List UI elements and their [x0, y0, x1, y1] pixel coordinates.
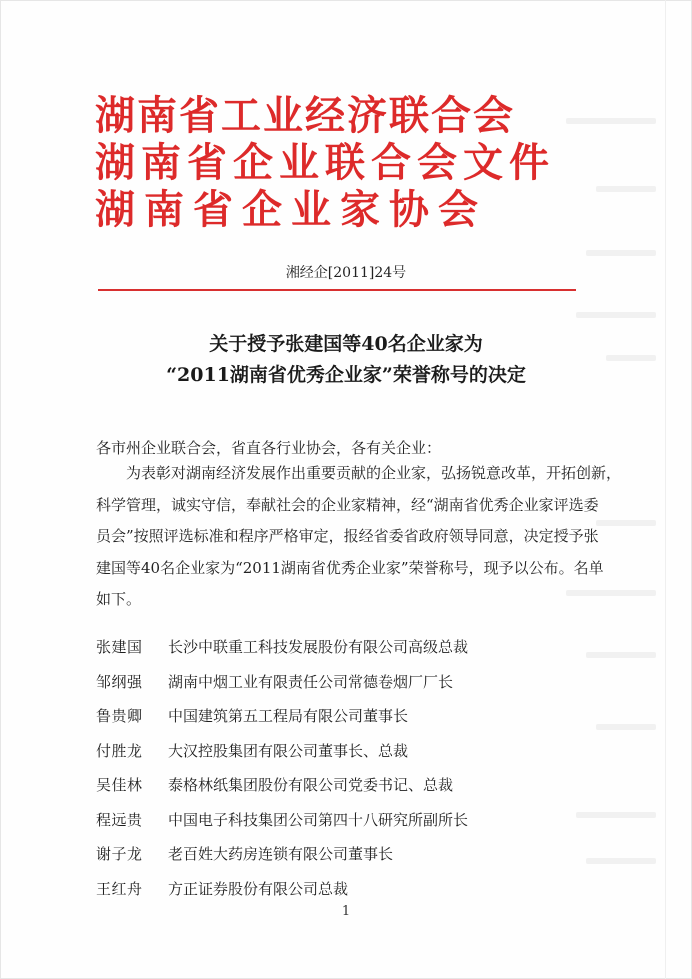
awardee-name: 邹纲强 [96, 672, 143, 691]
awardee-name: 付胜龙 [96, 741, 143, 760]
awardee-row [96, 630, 616, 665]
awardee-title: 中国电子科技集团公司第四十八研究所副所长 [168, 810, 469, 829]
awardee-name: 谢子龙 [96, 845, 143, 863]
paragraph-line: 科学管理，诚实守信，奉献社会的企业家精神，经“湖南省优秀企业家评选委 [96, 495, 599, 514]
awardee-name: 鲁贵卿 [96, 707, 143, 725]
letterhead-suffix: 文件 [463, 139, 555, 186]
awardee-title: 老百姓大药房连锁有限公司董事长 [168, 845, 394, 863]
awardee-list [96, 630, 616, 906]
awardee-name: 王红舟 [96, 879, 143, 898]
document-number: 湘经企[2011]24号 [285, 265, 407, 281]
bleed-through-mark [596, 186, 656, 192]
paragraph-line: 为表彰对湖南经济发展作出重要贡献的企业家，弘扬锐意改革，开拓创新， [126, 464, 622, 482]
bleed-through-mark [576, 312, 656, 318]
paragraph-line: 员会”按照评选标准和程序严格审定，报经省委省政府领导同意，决定授予张 [96, 527, 599, 545]
document-title-line-2: “2011湖南省优秀企业家”荣誉称号的决定 [166, 364, 526, 386]
letterhead-org-1: 湖南省工业经济联合会 [95, 92, 515, 139]
bleed-through-mark [586, 250, 656, 256]
letterhead [95, 92, 595, 233]
awardee-title: 泰格林纸集团股份有限公司党委书记、总裁 [168, 776, 454, 794]
awardee-row [96, 837, 616, 872]
awardee-row [96, 665, 616, 700]
body-paragraph [96, 458, 622, 616]
awardee-title: 中国建筑第五工程局有限公司董事长 [168, 707, 409, 725]
awardee-row [96, 699, 616, 734]
awardee-title: 湖南中烟工业有限责任公司常德卷烟厂厂长 [168, 672, 454, 691]
awardee-name: 吴佳林 [96, 776, 143, 794]
bleed-through-mark [596, 520, 656, 526]
salutation: 各市州企业联合会，省直各行业协会，各有关企业： [96, 439, 442, 457]
awardee-row [96, 803, 616, 838]
awardee-row [96, 768, 616, 803]
scan-edge [665, 0, 666, 979]
red-divider [98, 289, 576, 291]
letterhead-org-2: 湖南省企业联合会文件 [95, 139, 555, 186]
letterhead-org-3: 湖南省企业家协会 [95, 186, 487, 233]
awardee-name: 张建国 [96, 638, 143, 656]
awardee-title: 方正证券股份有限公司总裁 [168, 879, 349, 898]
awardee-row [96, 872, 616, 907]
page-number: 1 [341, 904, 351, 919]
document-title-line-1: 关于授予张建国等40名企业家为 [209, 333, 483, 355]
paragraph-line: 建国等40名企业家为“2011湖南省优秀企业家”荣誉称号，现予以公布。名单 [96, 558, 604, 577]
paragraph-line: 如下。 [96, 590, 142, 608]
awardee-title: 长沙中联重工科技发展股份有限公司高级总裁 [168, 638, 469, 656]
awardee-row [96, 734, 616, 769]
awardee-title: 大汉控股集团有限公司董事长、总裁 [168, 741, 409, 760]
awardee-name: 程远贵 [96, 810, 143, 829]
